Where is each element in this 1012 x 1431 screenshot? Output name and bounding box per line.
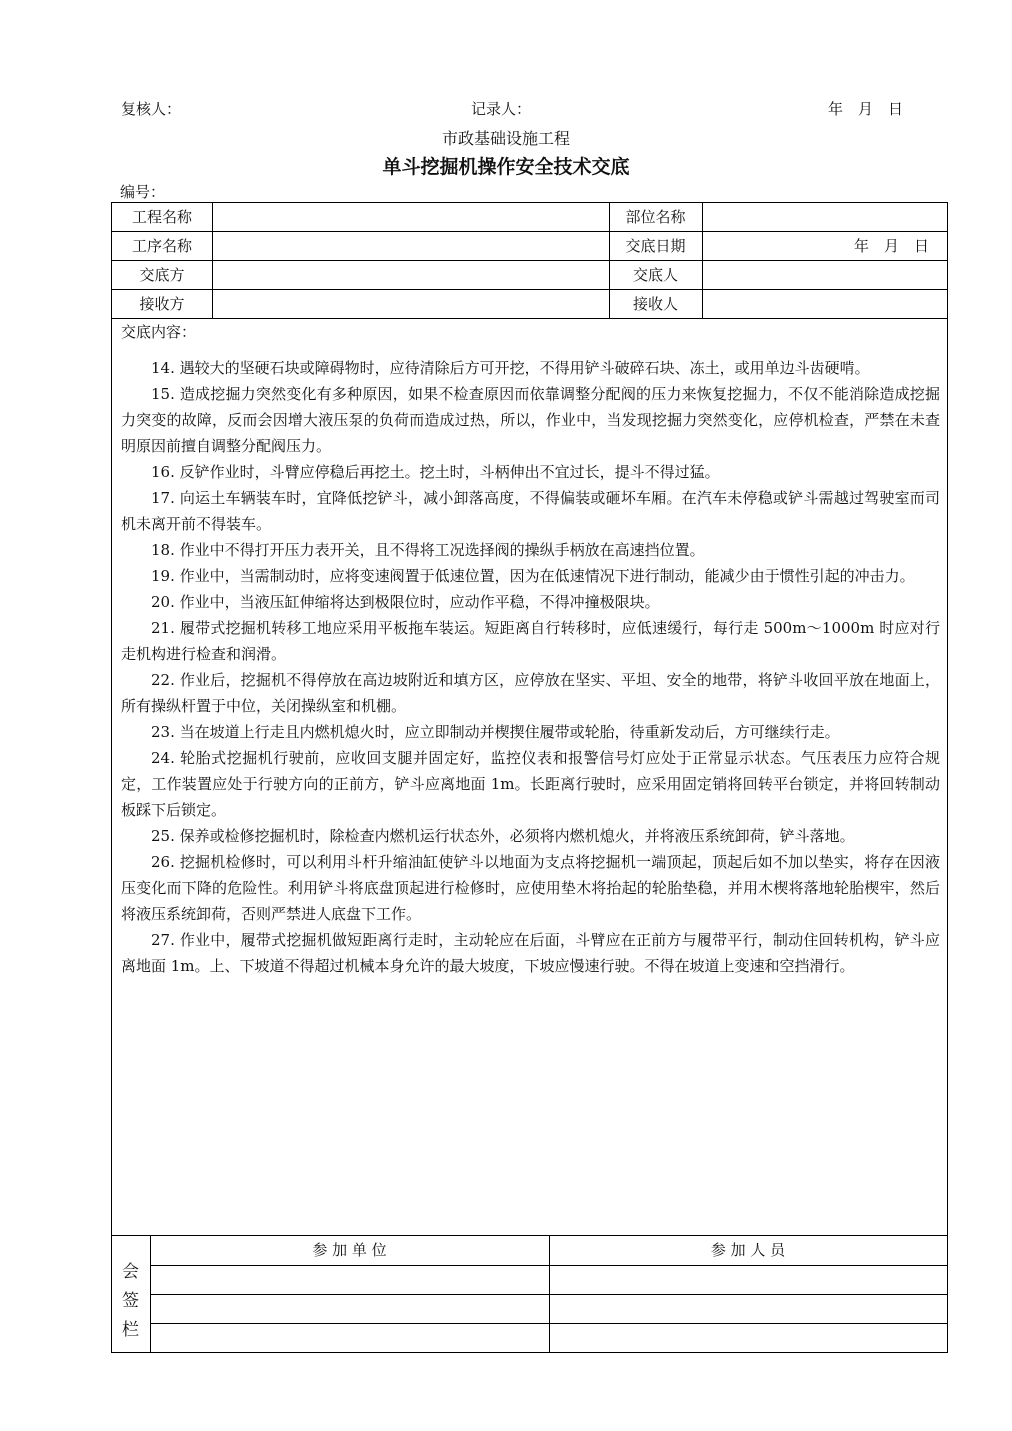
signoff-char: 栏 xyxy=(122,1320,139,1340)
project-name-label: 工程名称 xyxy=(131,208,192,226)
content-item: 26. 挖掘机检修时，可以利用斗杆升缩油缸使铲斗以地面为支点将挖掘机一端顶起，顶起后如不加以垫实，将存在因液压变化而下降的危险性。利用铲斗将底盘顶起进行检修时，应使用垫木将抬起的轮胎垫稳，并用木楔将落地轮胎楔牢，然后将液压系统卸荷，否则严禁进人底盘下工作。 xyxy=(121,853,940,923)
handover-party-label: 交底方 xyxy=(139,266,185,284)
handover-content xyxy=(121,355,940,979)
reviewer-label: 复核人： xyxy=(121,100,182,118)
signoff-divider xyxy=(150,1323,947,1324)
content-item: 19. 作业中，当需制动时，应将变速阀置于低速位置，因为在低速情况下进行制动，能减少由于惯性引起的冲击力。 xyxy=(151,567,915,585)
signoff-divider xyxy=(150,1265,947,1266)
process-name-label: 工序名称 xyxy=(131,237,192,255)
handover-date-label: 交底日期 xyxy=(625,237,686,255)
part-name-label: 部位名称 xyxy=(625,208,686,226)
table-divider xyxy=(112,318,947,319)
participating-unit-header: 参 加 单 位 xyxy=(312,1241,387,1259)
handover-form xyxy=(111,202,948,1353)
handover-date-value: 年 月 日 xyxy=(854,237,930,255)
signoff-char: 签 xyxy=(122,1291,139,1311)
content-item: 27. 作业中，履带式挖掘机做短距离行走时，主动轮应在后面，斗臂应在正前方与履带平行，制动住回转机构，铲斗应离地面 1m。上、下坡道不得超过机械本身允许的最大坡度，下坡应慢速行驶。不得在坡道上变速和空挡滑行。 xyxy=(121,931,940,975)
content-item: 22. 作业后，挖掘机不得停放在高边坡附近和填方区，应停放在坚实、平坦、安全的地带，将铲斗收回平放在地面上，所有操纵杆置于中位，关闭操纵室和机棚。 xyxy=(121,671,940,715)
document-title: 单斗挖掘机操作安全技术交底 xyxy=(382,156,630,178)
receiving-party-label: 接收方 xyxy=(139,295,185,313)
content-item: 23. 当在坡道上行走且内燃机熄火时，应立即制动并楔揳住履带或轮胎，待重新发动后，方可继续行走。 xyxy=(151,723,840,741)
content-item: 20. 作业中，当液压缸伸缩将达到极限位时，应动作平稳，不得冲撞极限块。 xyxy=(151,593,660,611)
content-item: 15. 造成挖掘力突然变化有多种原因，如果不检查原因而依靠调整分配阀的压力来恢复挖掘力，不仅不能消除造成挖掘力突变的故障，反而会因增大液压泵的负荷而造成过热，所以，作业中，当发现挖掘力突然变化，应停机检查，严禁在未查明原因前擅自调整分配阀压力。 xyxy=(121,385,940,455)
header-date: 年 月 日 xyxy=(828,100,904,118)
content-item: 25. 保养或检修挖掘机时，除检查内燃机运行状态外，必须将内燃机熄火，并将液压系统卸荷，铲斗落地。 xyxy=(151,827,855,845)
signoff-char: 会 xyxy=(122,1262,139,1282)
signoff-divider xyxy=(150,1294,947,1295)
participating-people-header: 参 加 人 员 xyxy=(710,1241,786,1259)
table-divider xyxy=(112,289,947,290)
handover-person-label: 交底人 xyxy=(632,266,678,284)
content-item: 18. 作业中不得打开压力表开关，且不得将工况选择阀的操纵手柄放在高速挡位置。 xyxy=(151,541,705,559)
table-divider xyxy=(112,231,947,232)
recorder-label: 记录人： xyxy=(471,100,532,118)
receiver-label: 接收人 xyxy=(632,295,678,313)
content-label: 交底内容： xyxy=(121,323,197,341)
content-item: 17. 向运土车辆装车时，宜降低挖铲斗，减小卸落高度，不得偏装或砸坏车厢。在汽车未停稳或铲斗需越过驾驶室而司机未离开前不得装车。 xyxy=(121,489,940,533)
table-divider xyxy=(112,260,947,261)
document-subtitle: 市政基础设施工程 xyxy=(441,129,570,148)
content-item: 14. 遇较大的坚硬石块或障碍物时，应待清除后方可开挖，不得用铲斗破碎石块、冻土，或用单边斗齿硬啃。 xyxy=(151,359,870,377)
content-item: 16. 反铲作业时，斗臂应停稳后再挖土。挖土时，斗柄伸出不宜过长，提斗不得过猛。 xyxy=(151,463,720,481)
signoff-column xyxy=(112,1235,150,1352)
content-item: 24. 轮胎式挖掘机行驶前，应收回支腿并固定好，监控仪表和报警信号灯应处于正常显示状态。气压表压力应符合规定，工作装置应处于行驶方向的正前方，铲斗应离地面 1m。长距离行驶时，应采用固定销将回转平台锁定，并将回转制动板踩下后锁定。 xyxy=(121,749,940,819)
content-item: 21. 履带式挖掘机转移工地应采用平板拖车装运。短距离自行转移时，应低速缓行，每行走 500m～1000m 时应对行走机构进行检查和润滑。 xyxy=(121,619,940,663)
doc-number-label: 编号： xyxy=(120,183,166,201)
